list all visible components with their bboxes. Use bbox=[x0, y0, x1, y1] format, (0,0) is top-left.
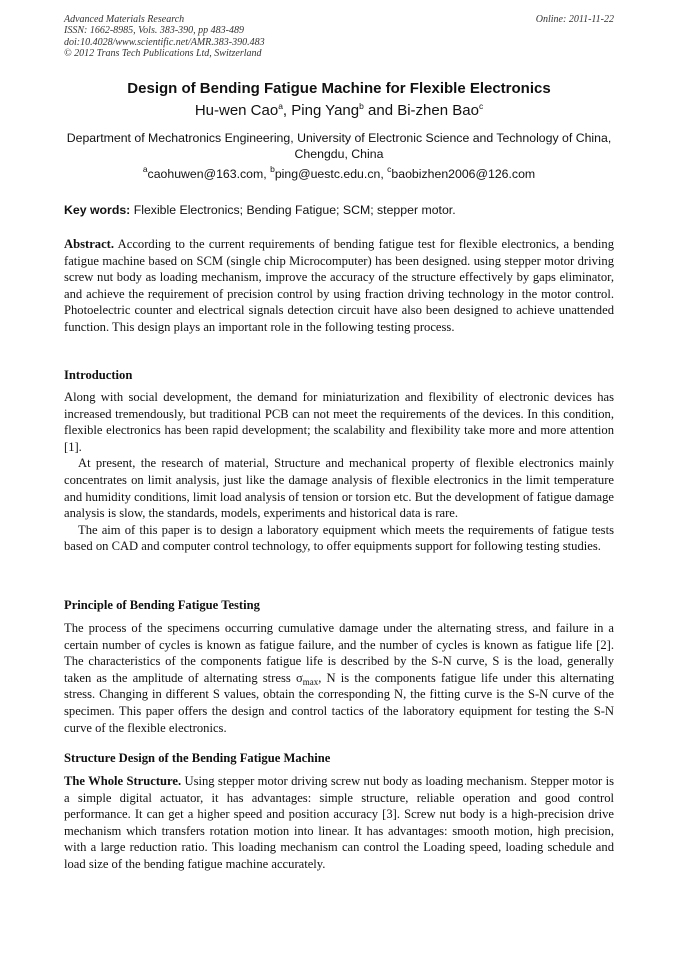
author-separator: , bbox=[282, 102, 292, 119]
keywords bbox=[64, 203, 614, 217]
email-mark: a bbox=[142, 164, 148, 174]
email-address[interactable]: baobizhen2006@126.com bbox=[391, 167, 536, 181]
sigma-subscript: max bbox=[302, 676, 319, 687]
structure-body bbox=[64, 773, 614, 873]
principle-heading: Principle of Bending Fatigue Testing bbox=[64, 598, 260, 612]
online-date: Online: 2011-11-22 bbox=[535, 14, 614, 25]
introduction-heading: Introduction bbox=[64, 368, 133, 382]
principle-text: , N is the components fatigue life under this alternating stress. Changing in different S values, obtain the corresponding N, the fitting curve is the S-N curve of the specimen. This paper offers the design and control tactics of the laboratory equipment for testing the S-N curve of the flexible electronics. bbox=[64, 670, 614, 735]
sigma-symbol: σ bbox=[295, 670, 303, 685]
introduction-paragraph: At present, the research of material, Structure and mechanical property of flexible electronics mainly concentrates on limit analysis, just like the damage analysis of flexible electronics in the limit temperature and humidity conditions, limit load analysis of tension or torsion etc. But the development of fatigue damage analysis is slow, the standards, models, experiments and historical data is rare. bbox=[64, 456, 614, 521]
structure-runin: The Whole Structure. bbox=[64, 774, 182, 788]
email-list bbox=[0, 164, 678, 181]
principle-body bbox=[64, 620, 614, 736]
journal-issn: ISSN: 1662-8985, Vols. 383-390, pp 483-489 bbox=[64, 25, 244, 37]
introduction-body bbox=[64, 389, 614, 555]
structure-text: Using stepper motor driving screw nut body as loading mechanism. Stepper motor is a simple digital actuator, it has advantages: simple structure, reliable operation and good control performance. It can get a higher speed and position accuracy [3]. Screw nut body is a high-precision drive mechanism which transfers rotation motion into linear. It has advantages: smooth motion, high precision, with a large reduction ratio. This loading mechanism can control the Loading speed, loading schedule and load size of the bending fatigue machine accurately. bbox=[64, 774, 614, 871]
author-mark: c bbox=[478, 101, 484, 111]
email-separator: , bbox=[263, 167, 271, 181]
email-mark: b bbox=[270, 164, 275, 174]
introduction-paragraph: Along with social development, the demand for miniaturization and flexibility of electronic devices has increased tremendously, but traditional PCB can not meet the requirements of the devices. In this condition, flexible electronics has been rapid development; the scalability and flexibility take more and more attention [1]. bbox=[64, 390, 614, 454]
journal-header bbox=[64, 14, 265, 60]
abstract-label: Abstract. bbox=[64, 237, 115, 251]
author-name: Ping Yang bbox=[291, 102, 360, 119]
author-mark: b bbox=[359, 101, 364, 111]
journal-copyright: © 2012 Trans Tech Publications Ltd, Switzerland bbox=[64, 48, 262, 60]
journal-doi: doi:10.4028/www.scientific.net/AMR.383-390.483 bbox=[64, 36, 265, 48]
structure-heading: Structure Design of the Bending Fatigue Machine bbox=[64, 751, 331, 765]
journal-name: Advanced Materials Research bbox=[64, 14, 185, 25]
introduction-paragraph: The aim of this paper is to design a laboratory equipment which meets the requirements of fatigue tests based on CAD and computer control technology, to offer equipments support for following testing studies. bbox=[64, 522, 614, 554]
author-list bbox=[0, 102, 678, 119]
abstract bbox=[64, 236, 614, 336]
principle-text: The process of the specimens occurring cumulative damage under the alternating stress, and failure in a certain number of cycles is known as fatigue failure, and the number of cycles is known as fatigue life [2]. The characteristics of the components fatigue life is described by the S-N curve, S is the load, generally taken as the amplitude of alternating stress bbox=[64, 621, 614, 685]
author-name: Bi-zhen Bao bbox=[397, 102, 479, 119]
email-address[interactable]: caohuwen@163.com bbox=[147, 167, 264, 181]
keywords-text: Flexible Electronics; Bending Fatigue; SCM; stepper motor. bbox=[130, 203, 456, 217]
author-mark: a bbox=[278, 101, 283, 111]
email-address[interactable]: ping@uestc.edu.cn bbox=[274, 167, 381, 181]
principle-paragraph bbox=[64, 620, 614, 736]
author-separator: and bbox=[363, 102, 398, 119]
keywords-label: Key words: bbox=[64, 203, 131, 217]
email-mark: c bbox=[387, 164, 392, 174]
affiliation: Department of Mechatronics Engineering, University of Electronic Science and Technology of China, Chengdu, China bbox=[66, 131, 612, 161]
email-separator: , bbox=[380, 167, 388, 181]
paper-title: Design of Bending Fatigue Machine for Flexible Electronics bbox=[127, 80, 551, 97]
author-name: Hu-wen Cao bbox=[194, 102, 279, 119]
abstract-text: According to the current requirements of bending fatigue test for flexible electronics, a bending fatigue machine based on SCM (single chip Microcomputer) has been designed. using stepper motor driving screw nut body as loading mechanism, improve the accuracy of the structure effectively by gaps eliminator, and achieve the requirement of precision control by using fraction driving technology in the motor control. Photoelectric counter and electrical signals detection circuit have also been designed to achieve unattended function. This design plays an important role in the following testing process. bbox=[64, 237, 614, 334]
